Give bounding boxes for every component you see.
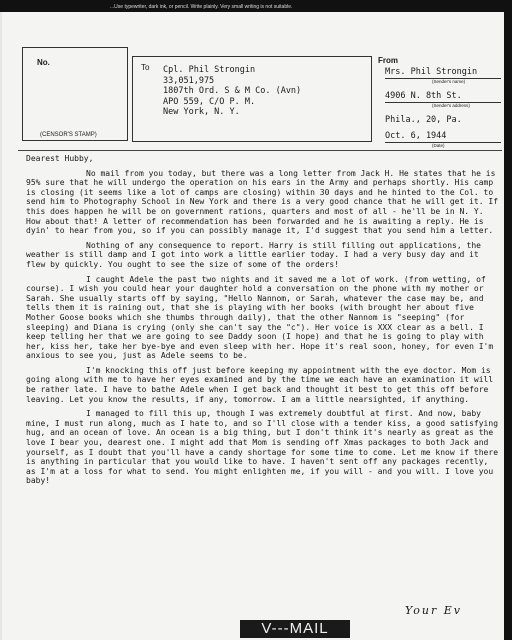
number-box xyxy=(22,47,128,141)
address-line: APO 559, C/O P. M. xyxy=(163,96,256,107)
letter-paragraph: I'm knocking this off just before keeping my appointment with the eye doctor. Mom is going along with me to have her eyes examined and by the time we each have an examination it will be rather late. I have to bathe Adele when I get back and thought it best to get this off before leaving. Let you know the results, if any, tomorrow. I am a little nearsighted, if anything. xyxy=(26,365,494,404)
top-border xyxy=(0,0,512,12)
from-label: From xyxy=(378,56,398,65)
censor-stamp-label: (CENSOR'S STAMP) xyxy=(40,132,97,138)
address-line: New York, N. Y. xyxy=(163,107,240,117)
sender-name: Mrs. Phil Strongin xyxy=(385,66,501,79)
address-line: 33,051,975 xyxy=(163,75,215,86)
letter-date: Oct. 6, 1944 xyxy=(385,130,501,143)
recipient-address xyxy=(163,65,301,118)
letter-paragraph: Nothing of any consequence to report. Harry is still filling out applications, the weather is still damp and I got into work a little earlier today. I had a very busy day and it flew by quickly. You ought to see the size of some of the orders! xyxy=(26,240,481,269)
number-label: No. xyxy=(37,58,50,67)
recipient-box xyxy=(132,56,372,142)
address-line: 1807th Ord. S & M Co. (Avn) xyxy=(163,86,302,96)
letter-body xyxy=(26,154,502,491)
date-caption: (Date) xyxy=(432,143,445,148)
sender-city: Phila., 20, Pa. xyxy=(385,115,462,125)
sender-address-caption: (Sender's address) xyxy=(432,103,470,108)
sender-name-caption: (Sender's name) xyxy=(432,79,466,84)
sender-address: 4906 N. 8th St. xyxy=(385,90,501,103)
salutation: Dearest Hubby, xyxy=(26,154,94,163)
letter-paragraph: I caught Adele the past two nights and it saved me a lot of work. (from wetting, of course). I wish you could hear your daughter hold a conversation on the phone with my mother or Sarah. She usually starts off by saying, "Hello Nannom, or Sarah, whatever the case may be, and tells them it is raining out, that she is playing with her books (with brought her about five Mother Goose books which she thumbs through daily), that the other Nannom is "seeping" (for sleeping) and Diana is crying (only she can't say the "c"). Her voice is XXX clear as a bell. I keep telling her that we are going to see Daddy soon (I hope) and that he is going to play with her, kiss her, take her bye-bye and even sleep with her. Hope it's real soon, honey, for even I'm anxious to see you, just as Adele seems to be. xyxy=(26,274,494,361)
vmail-logo: V---MAIL xyxy=(240,620,350,638)
right-border xyxy=(504,0,512,640)
signature: Your Ev xyxy=(405,604,463,617)
instructions-line: ...Use typewriter, dark ink, or pencil. Write plainly. Very small writing is not suitable. xyxy=(110,4,293,10)
header-divider xyxy=(18,150,502,151)
letter-paragraph: I managed to fill this up, though I was extremely doubtful at first. And now, baby mine, I must run along, much as I hate to, and so I'll close with a tender kiss, a good satisfying hug, and an ocean of love. An ocean is a big thing, but I don't think it's nearly as great as the love I bear you, dearest one. I might add that Mom is sending off Xmas packages to both Jack and yourself, as I doubt that you'll have a candy shortage for some time to come. Let me know if there is anything in particular that you would like to have. I haven't sent off any packages recently, as I'm at a loss for what to send. You might enlighten me, if you will - and you will. I love you baby! xyxy=(26,409,499,486)
to-label: To xyxy=(141,63,150,72)
address-line: Cpl. Phil Strongin xyxy=(163,65,256,75)
letter-paragraph: No mail from you today, but there was a long letter from Jack H. He states that he is 95% sure that he will undergo the operation on his ears in the Army and perhaps shortly. His camp is closing (it seems like a lot of camps are closing) within 30 days and he hinted to the Col. to send him to Photography School in New York and there is a very good chance that he will get it. If this does happen he will be on government rations, quarters and most of all - he'll be in N. Y. How about that! A letter of recommendation has been forwarded and he is awaiting a reply. He is dyin' to hear from you, so if you can possibly manage it, I'd suggest that you send him a letter. xyxy=(26,168,499,236)
